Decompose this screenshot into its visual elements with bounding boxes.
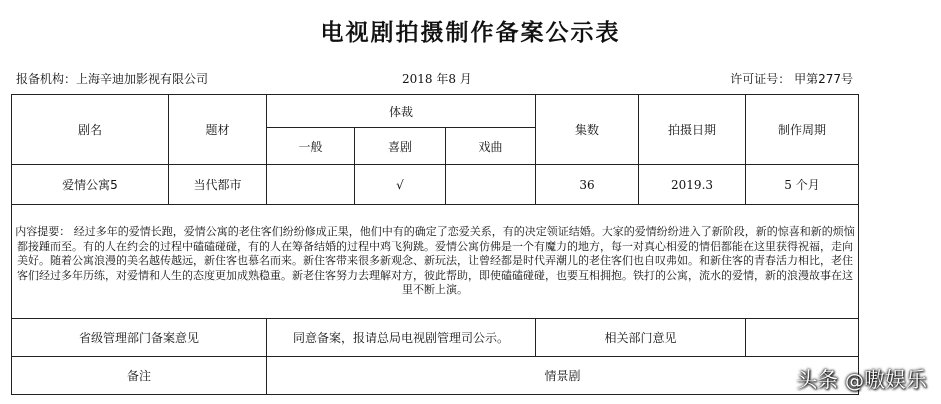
header-genre: 体裁 (267, 95, 536, 128)
synopsis: 内容提要： 经过多年的爱情长跑，爱情公寓的老住客们纷纷修成正果，他们中有的确定了恋爱关系，有的决定领证结婚。大家的爱情纷纷进入了新阶段，新的惊喜和新的烦恼都接踵而至。有的人在约会的过程中磕磕碰碰，有的人在筹备结婚的过程中鸡飞狗跳。爱情公寓仿佛是一个有魔力的地方，每一对真心相爱的情侣都能在这里获得祝福，走向美好。随着公寓浪漫的美名越传越远，新住客也慕名而来。新住客带来很多新观念、新玩法，让曾经都是时代弄潮儿的老住客们也自叹弗如。和新住客的青春活力相比，老住客们经过多年历练，对爱情和人生的态度更加成熟稳重。新老住客努力去理解对方，彼此帮助，即使磕磕碰碰，也要互相拥抱。铁打的公寓，流水的爱情，新的浪漫故事在这里不断上演。 (12, 205, 859, 319)
provincial-opinion-label: 省级管理部门备案意见 (12, 319, 267, 357)
header-genre-comedy: 喜剧 (355, 128, 446, 165)
watermark-at: @ (845, 370, 864, 392)
cell-shoot-date: 2019.3 (639, 165, 746, 205)
related-opinion (746, 319, 859, 357)
permit-number: 许可证号： 甲第277号 (730, 72, 853, 86)
header-subject: 题材 (169, 95, 267, 165)
cell-genre-comedy: √ (355, 165, 446, 205)
header-genre-opera: 戏曲 (446, 128, 536, 165)
provincial-opinion: 同意备案，报请总局电视剧管理司公示。 (267, 319, 536, 357)
cell-genre-opera (446, 165, 536, 205)
watermark (796, 364, 927, 394)
cell-genre-general (267, 165, 355, 205)
header-shoot-date: 拍摄日期 (639, 95, 746, 165)
watermark-name: 嗷娱乐 (864, 368, 927, 392)
filing-date: 2018 年8 月 (402, 72, 472, 86)
related-opinion-label: 相关部门意见 (536, 319, 746, 357)
filing-organization: 报备机构：上海辛迪加影视有限公司 (16, 72, 209, 86)
page-title: 电视剧拍摄制作备案公示表 (320, 20, 621, 46)
remark-value: 情景剧 (267, 357, 859, 395)
remark-label: 备注 (12, 357, 267, 395)
header-genre-general: 一般 (267, 128, 355, 165)
cell-drama-name: 爱情公寓5 (12, 165, 169, 205)
cell-subject: 当代都市 (169, 165, 267, 205)
watermark-prefix: 头条 (796, 368, 839, 392)
header-episodes: 集数 (536, 95, 639, 165)
filing-table (11, 94, 859, 395)
cell-episodes: 36 (536, 165, 639, 205)
cell-production-period: 5 个月 (746, 165, 859, 205)
table-row (12, 165, 859, 205)
header-production-period: 制作周期 (746, 95, 859, 165)
header-drama-name: 剧名 (12, 95, 169, 165)
